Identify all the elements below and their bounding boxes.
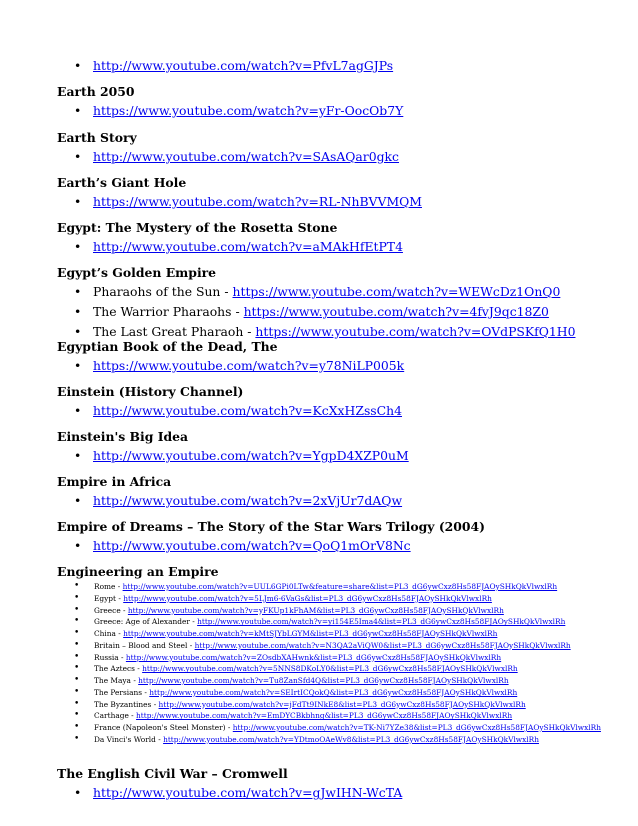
episode-label: Greece: Age of Alexander - <box>94 617 198 627</box>
list-item <box>57 593 617 605</box>
list-item <box>57 640 617 652</box>
list-item <box>57 581 617 593</box>
list-item <box>57 687 617 699</box>
list-item <box>57 491 617 511</box>
episode-label: China - <box>94 629 124 638</box>
episode-label: Egypt - <box>94 593 124 603</box>
episode-label: Da Vinci's World - <box>94 734 164 744</box>
bullet: • <box>74 663 80 674</box>
video-link[interactable]: http://www.youtube.com/watch?v=5LJm6-6VaGs&list=PL3_dG6ywCxz8Hs58FJAOySHkQkVlwxlRh <box>123 593 492 603</box>
entry-egypt-rosetta-stone <box>57 219 617 257</box>
entry-engineering-an-empire <box>57 563 617 746</box>
entry-earths-giant-hole <box>57 174 617 212</box>
list-item <box>57 663 617 675</box>
video-link[interactable]: http://www.youtube.com/watch?v=KcXxHZssCh4 <box>93 403 403 418</box>
bullet: • <box>74 616 80 627</box>
entry-empire-in-africa <box>57 473 617 511</box>
entry-einsteins-big-idea <box>57 428 617 466</box>
list-item <box>57 302 617 322</box>
episode-label: France (Napoleon's Steel Monster) - <box>94 723 233 732</box>
video-link[interactable]: https://www.youtube.com/watch?v=WEWcDz1OnQ0 <box>232 284 561 299</box>
episode-label: The Aztecs - <box>94 664 143 674</box>
list-item <box>57 536 617 556</box>
entry-title: Einstein (History Channel) <box>57 384 244 399</box>
bullet: • <box>74 592 80 603</box>
episode-label: The Last Great Pharaoh - <box>93 324 256 339</box>
video-link[interactable]: https://www.youtube.com/watch?v=RL-NhBVVMQM <box>93 194 422 209</box>
episode-label: The Byzantines - <box>94 699 159 709</box>
bullet: • <box>74 785 82 800</box>
video-link[interactable]: http://www.youtube.com/watch?v=jFdTt9INkE8&list=PL3_dG6ywCxz8Hs58FJAOySHkQkVlwxlRh <box>158 699 526 709</box>
video-link[interactable]: http://www.youtube.com/watch?v=UUL6GPi0LTw&feature=share&list=PL3_dG6ywCxz8Hs58FJAOySHkQkVlwxlRh <box>122 582 558 591</box>
bullet: • <box>74 722 80 732</box>
list-item <box>57 652 617 664</box>
video-link[interactable]: https://www.youtube.com/watch?v=y78NiLP005k <box>93 358 405 373</box>
episode-label: Britain – Blood and Steel - <box>94 640 195 650</box>
video-link[interactable]: http://www.youtube.com/watch?v=gJwIHN-WcTA <box>93 785 403 800</box>
episode-label: The Persians - <box>94 687 150 697</box>
video-link[interactable]: http://www.youtube.com/watch?v=kMtSJYbLGYM&list=PL3_dG6ywCxz8Hs58FJAOySHkQkVlwxlRh <box>123 629 498 638</box>
entry-title: Egypt: The Mystery of the Rosetta Stone <box>57 220 338 235</box>
episode-label: Carthage - <box>94 711 137 721</box>
video-link[interactable]: http://www.youtube.com/watch?v=aMAkHfEtPT4 <box>93 239 403 254</box>
video-link[interactable]: http://www.youtube.com/watch?v=Tu8ZanSfd4Q&list=PL3_dG6ywCxz8Hs58FJAOySHkQkVlwxlRh <box>138 676 509 685</box>
entry-earth-story <box>57 129 617 167</box>
video-link[interactable]: http://www.youtube.com/watch?v=SEIrtICQokQ&list=PL3_dG6ywCxz8Hs58FJAOySHkQkVlwxlRh <box>149 687 518 697</box>
list-item <box>57 237 617 257</box>
list-item <box>57 192 617 212</box>
list-item <box>57 356 617 376</box>
episode-label: Russia - <box>94 652 126 662</box>
list-item <box>57 675 617 687</box>
list-item <box>57 605 617 617</box>
video-link[interactable]: http://www.youtube.com/watch?v=yi154E5Ima4&list=PL3_dG6ywCxz8Hs58FJAOySHkQkVlwxlRh <box>197 617 566 627</box>
video-link[interactable]: http://www.youtube.com/watch?v=5NNS8DKoLY0&list=PL3_dG6ywCxz8Hs58FJAOySHkQkVlwxlRh <box>142 664 518 674</box>
video-link[interactable]: https://www.youtube.com/watch?v=4fvJ9qc18Z0 <box>243 304 549 319</box>
entry-title: Einstein's Big Idea <box>57 429 189 444</box>
list-item <box>57 147 617 167</box>
video-link[interactable]: http://www.youtube.com/watch?v=PfvL7agGJPs <box>93 58 394 73</box>
video-link[interactable]: http://www.youtube.com/watch?v=ZOsdbXAHwnk&list=PL3_dG6ywCxz8Hs58FJAOySHkQkVlwxlRh <box>125 652 502 662</box>
entry-title: Earth’s Giant Hole <box>57 175 187 190</box>
entry-egypts-golden-empire <box>57 264 617 342</box>
bullet: • <box>74 628 80 638</box>
bullet: • <box>74 403 82 418</box>
bullet: • <box>74 604 80 615</box>
episode-label: Greece - <box>94 605 128 615</box>
video-link[interactable]: http://www.youtube.com/watch?v=N3QA2aViQW0&list=PL3_dG6ywCxz8Hs58FJAOySHkQkVlwxlRh <box>194 640 571 650</box>
bullet: • <box>74 448 82 463</box>
entry-title: Egyptian Book of the Dead, The <box>57 339 278 354</box>
episode-label: Pharaohs of the Sun - <box>93 284 233 299</box>
video-link[interactable]: http://www.youtube.com/watch?v=SAsAQar0gkc <box>93 149 399 164</box>
list-item <box>57 282 617 302</box>
bullet: • <box>74 149 82 164</box>
bullet: • <box>74 538 82 553</box>
entry-title: Earth 2050 <box>57 84 135 99</box>
entry-title: Empire in Africa <box>57 474 172 489</box>
bullet: • <box>74 686 80 697</box>
video-link[interactable]: http://www.youtube.com/watch?v=YgpD4XZP0uM <box>93 448 409 463</box>
bullet: • <box>74 493 82 508</box>
video-link[interactable]: https://www.youtube.com/watch?v=yFr-OocOb7Y <box>93 103 404 118</box>
list-item <box>57 616 617 628</box>
entry-title: Engineering an Empire <box>57 564 219 579</box>
video-link[interactable]: http://www.youtube.com/watch?v=yFKUp1kFhAM&list=PL3_dG6ywCxz8Hs58FJAOySHkQkVlwxlRh <box>127 605 504 615</box>
list-item <box>57 722 617 734</box>
list-item <box>57 699 617 711</box>
bullet: • <box>74 710 80 721</box>
bullet: • <box>74 239 82 254</box>
entry-english-civil-war <box>57 765 617 803</box>
entry-title: Earth Story <box>57 130 137 145</box>
video-link[interactable]: http://www.youtube.com/watch?v=2xVjUr7dAQw <box>93 493 403 508</box>
bullet: • <box>74 324 82 339</box>
list-item <box>57 56 617 76</box>
bullet: • <box>74 581 80 591</box>
list-item <box>57 734 617 746</box>
bullet: • <box>74 675 80 685</box>
bullet: • <box>74 651 80 662</box>
list-item <box>57 401 617 421</box>
bullet: • <box>74 733 80 744</box>
list-item <box>57 628 617 640</box>
entry-earth-2050 <box>57 83 617 121</box>
bullet: • <box>74 194 82 209</box>
entry-title: The English Civil War – Cromwell <box>57 766 288 781</box>
video-link[interactable]: http://www.youtube.com/watch?v=YDtmoOAeWv8&list=PL3_dG6ywCxz8Hs58FJAOySHkQkVlwxlRh <box>163 734 539 744</box>
bullet: • <box>74 103 82 118</box>
entry-untitled-continuation <box>57 56 617 76</box>
entry-empire-of-dreams <box>57 518 617 556</box>
entry-title: Egypt’s Golden Empire <box>57 265 217 280</box>
video-link[interactable]: http://www.youtube.com/watch?v=TK-Ni7YZe38&list=PL3_dG6ywCxz8Hs58FJAOySHkQkVlwxlRh <box>232 723 601 732</box>
bullet: • <box>74 58 82 73</box>
entry-egyptian-book-of-the-dead <box>57 338 617 376</box>
video-link[interactable]: http://www.youtube.com/watch?v=QoQ1mOrV8Nc <box>93 538 411 553</box>
list-item <box>57 710 617 722</box>
bullet: • <box>74 284 82 299</box>
bullet: • <box>74 698 80 709</box>
entry-einstein-history-channel <box>57 383 617 421</box>
bullet: • <box>74 304 82 319</box>
video-link[interactable]: https://www.youtube.com/watch?v=OVdPSKfQ1H0 <box>255 324 576 339</box>
bullet: • <box>74 639 80 650</box>
episode-label: The Maya - <box>94 676 139 685</box>
episode-label: The Warrior Pharaohs - <box>93 304 244 319</box>
list-item <box>57 446 617 466</box>
video-link[interactable]: http://www.youtube.com/watch?v=EmDYCBkbhng&list=PL3_dG6ywCxz8Hs58FJAOySHkQkVlwxlRh <box>136 711 513 721</box>
entry-title: Empire of Dreams – The Story of the Star Wars Trilogy (2004) <box>57 519 486 534</box>
list-item <box>57 783 617 803</box>
episode-label: Rome - <box>94 582 123 591</box>
list-item <box>57 101 617 121</box>
bullet: • <box>74 358 82 373</box>
